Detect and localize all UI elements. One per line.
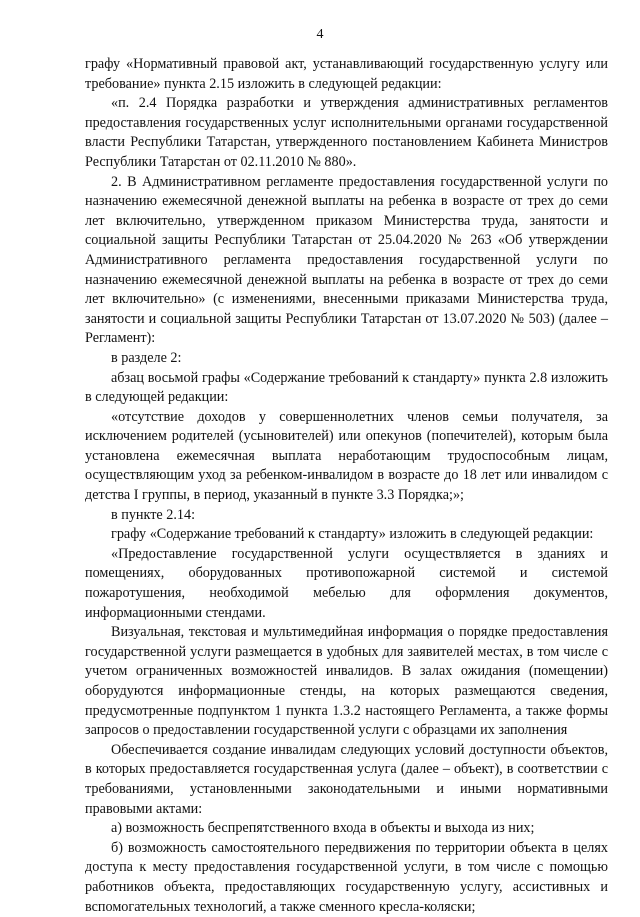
page-number: 4	[316, 27, 324, 42]
paragraph-4: в разделе 2:	[111, 349, 182, 366]
paragraph-5: абзац восьмой графы «Содержание требований к стандарту» пункта 2.8 изложить в следующей редакции:	[85, 369, 608, 406]
paragraph-6: «отсутствие доходов у совершеннолетних членов семьи получателя, за исключением родителей (усыновителей) или опекунов (попечителей), которым была установлена ежемесячная выплата неработающим трудоспособным лицам, осуществляющим уход за ребенком-инвалидом в возрасте до 18 лет или инвалидом с детства I группы, в период, указанный в пункте 3.3 Порядка;»;	[85, 408, 608, 504]
paragraph-3: 2. В Административном регламенте предоставления государственной услуги по назначению ежемесячной денежной выплаты на ребенка в возрасте от трех до семи лет включительно, утвержденном приказом Министерства труда, занятости и социальной защиты Республики Татарстан от 25.04.2020 № 263 «Об утверждении Административного регламента предоставления государственной услуги по назначению ежемесячной денежной выплаты на ребенка в возрасте от трех до семи лет включительно» (с изменениями, внесенными приказами Министерства труда, занятости и социальной защиты Республики Татарстан от 13.07.2020 № 503) (далее – Регламент):	[85, 173, 608, 347]
paragraph-12: а) возможность беспрепятственного входа в объекты и выхода из них;	[111, 820, 535, 837]
paragraph-7: в пункте 2.14:	[111, 506, 196, 523]
document-body	[85, 55, 608, 917]
paragraph-8: графу «Содержание требований к стандарту» изложить в следующей редакции:	[111, 526, 594, 543]
paragraph-11: Обеспечивается создание инвалидам следующих условий доступности объектов, в которых предоставляется государственная услуга (далее – объект), в соответствии с требованиями, установленными законодательными и иными нормативными правовыми актами:	[85, 741, 608, 817]
paragraph-2: «п. 2.4 Порядка разработки и утверждения административных регламентов предоставления государственных услуг исполнительными органами государственной власти Республики Татарстан, утвержденного постановлением Кабинета Министров Республики Татарстан от 02.11.2010 № 880».	[85, 95, 608, 170]
paragraph-10: Визуальная, текстовая и мультимедийная информация о порядке предоставления государственной услуги размещается в удобных для заявителей местах, в том числе с учетом ограниченных возможностей инвалидов. В залах ожидания (помещении) оборудуются информационные стенды, на которых размещаются сведения, предусмотренные подпунктом 1 пункта 1.3.2 настоящего Регламента, а также формы запросов о предоставлении государственной услуги с образцами их заполнения	[85, 624, 608, 739]
paragraph-13: б) возможность самостоятельного передвижения по территории объекта в целях доступа к месту предоставления государственной услуги, в том числе с помощью работников объекта, предоставляющих государственную услугу, ассистивных и вспомогательных технологий, а также сменного кресла-коляски;	[85, 839, 608, 915]
paragraph-9: «Предоставление государственной услуги осуществляется в зданиях и помещениях, оборудованных противопожарной системой и системой пожаротушения, необходимой мебелью для оформления документов, информационными стендами.	[85, 545, 608, 621]
paragraph-1: графу «Нормативный правовой акт, устанавливающий государственную услугу или требование» пункта 2.15 изложить в следующей редакции:	[85, 56, 608, 92]
